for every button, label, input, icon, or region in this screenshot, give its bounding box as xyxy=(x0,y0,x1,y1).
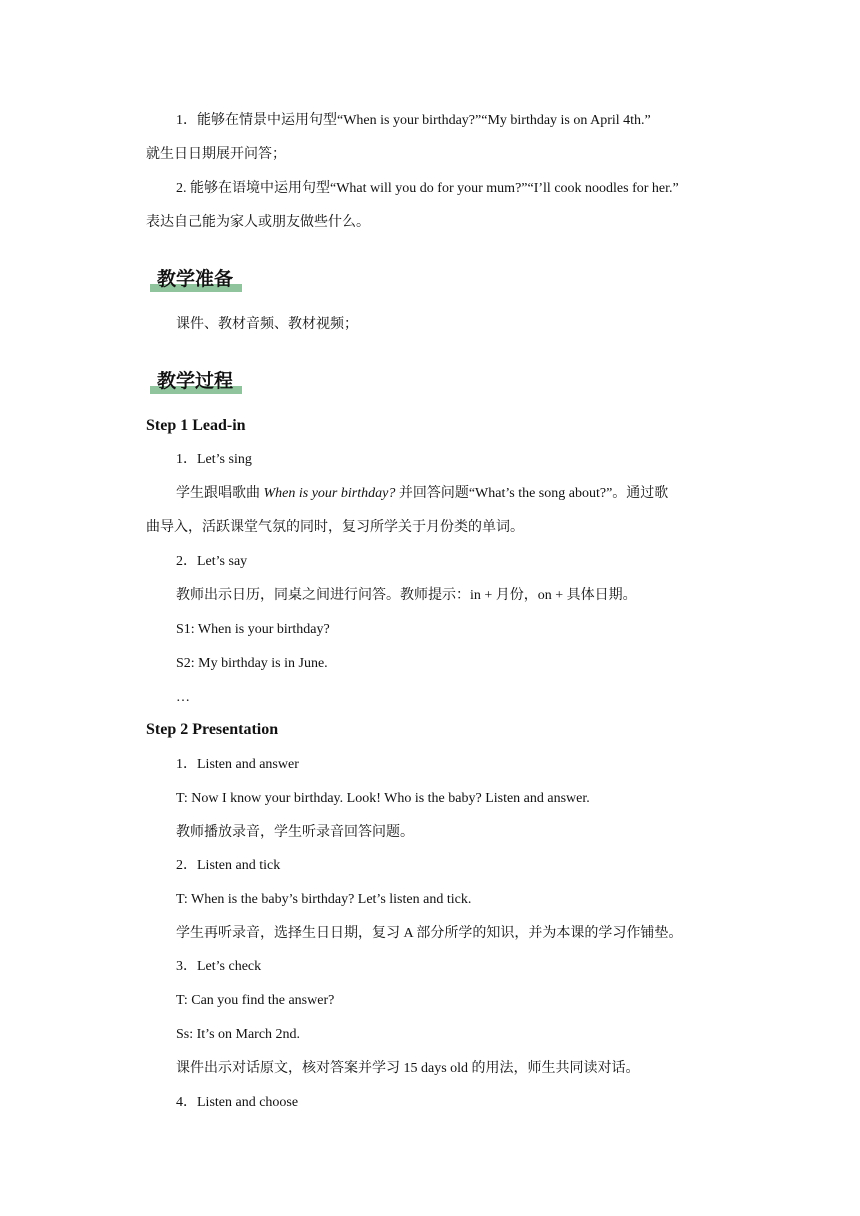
step-1-title: Step 1 Lead-in xyxy=(146,417,246,434)
dialog-line-s2: S2: My birthday is in June. xyxy=(176,656,328,671)
step-1-say-desc: 教师出示日历，同桌之间进行问答。教师提示：in + 月份，on + 具体日期。 xyxy=(176,588,637,603)
dialog-line-s1: S1: When is your birthday? xyxy=(176,622,330,637)
step-2-activity-1-teacher: T: Now I know your birthday. Look! Who is the baby? Listen and answer. xyxy=(176,791,590,806)
step-1-say-label: 2．Let’s say xyxy=(176,554,248,569)
step-1-sing-desc-line-2: 曲导入，活跃课堂气氛的同时，复习所学关于月份类的单词。 xyxy=(146,520,524,535)
objective-1-line-1: 1．能够在情景中运用句型“When is your birthday?”“My birthday is on April 4th.” xyxy=(176,113,651,128)
step-2-title: Step 2 Presentation xyxy=(146,721,279,738)
step-2-activity-3-label: 3．Let’s check xyxy=(176,959,262,974)
objective-2-line-1: 2. 能够在语境中运用句型“What will you do for your mum?”“I’ll cook noodles for her.” xyxy=(176,181,679,196)
step-2-activity-1-label: 1．Listen and answer xyxy=(176,757,299,772)
step-2-activity-3-students: Ss: It’s on March 2nd. xyxy=(176,1027,301,1042)
step-2-activity-2-desc: 学生再听录音，选择生日日期，复习 A 部分所学的知识，并为本课的学习作铺垫。 xyxy=(176,926,683,941)
preparation-content: 课件、教材音频、教材视频； xyxy=(176,317,358,332)
step-2-activity-3-desc: 课件出示对话原文，核对答案并学习 15 days old 的用法，师生共同读对话。 xyxy=(176,1061,640,1076)
song-title: When is your birthday? xyxy=(263,486,396,501)
step-2-activity-4-label: 4．Listen and choose xyxy=(176,1095,299,1110)
sing-desc-pre: 学生跟唱歌曲 xyxy=(176,486,264,501)
objective-2-line-2: 表达自己能为家人或朋友做些什么。 xyxy=(146,215,370,230)
step-2-activity-2-label: 2．Listen and tick xyxy=(176,858,281,873)
step-1-sing-label: 1．Let’s sing xyxy=(176,452,252,467)
step-2-activity-1-desc: 教师播放录音，学生听录音回答问题。 xyxy=(176,825,414,840)
heading-text: 教学准备 xyxy=(157,268,234,290)
step-1-sing-desc xyxy=(176,484,668,504)
objective-1-line-2: 就生日日期展开问答； xyxy=(146,147,286,162)
step-2-activity-2-teacher: T: When is the baby’s birthday? Let’s listen and tick. xyxy=(176,892,472,907)
step-2-activity-3-teacher: T: Can you find the answer? xyxy=(176,993,335,1008)
sing-desc-post: 并回答问题“What’s the song about?”。通过歌 xyxy=(395,486,669,501)
ellipsis: … xyxy=(176,690,190,705)
heading-text: 教学过程 xyxy=(157,370,234,392)
